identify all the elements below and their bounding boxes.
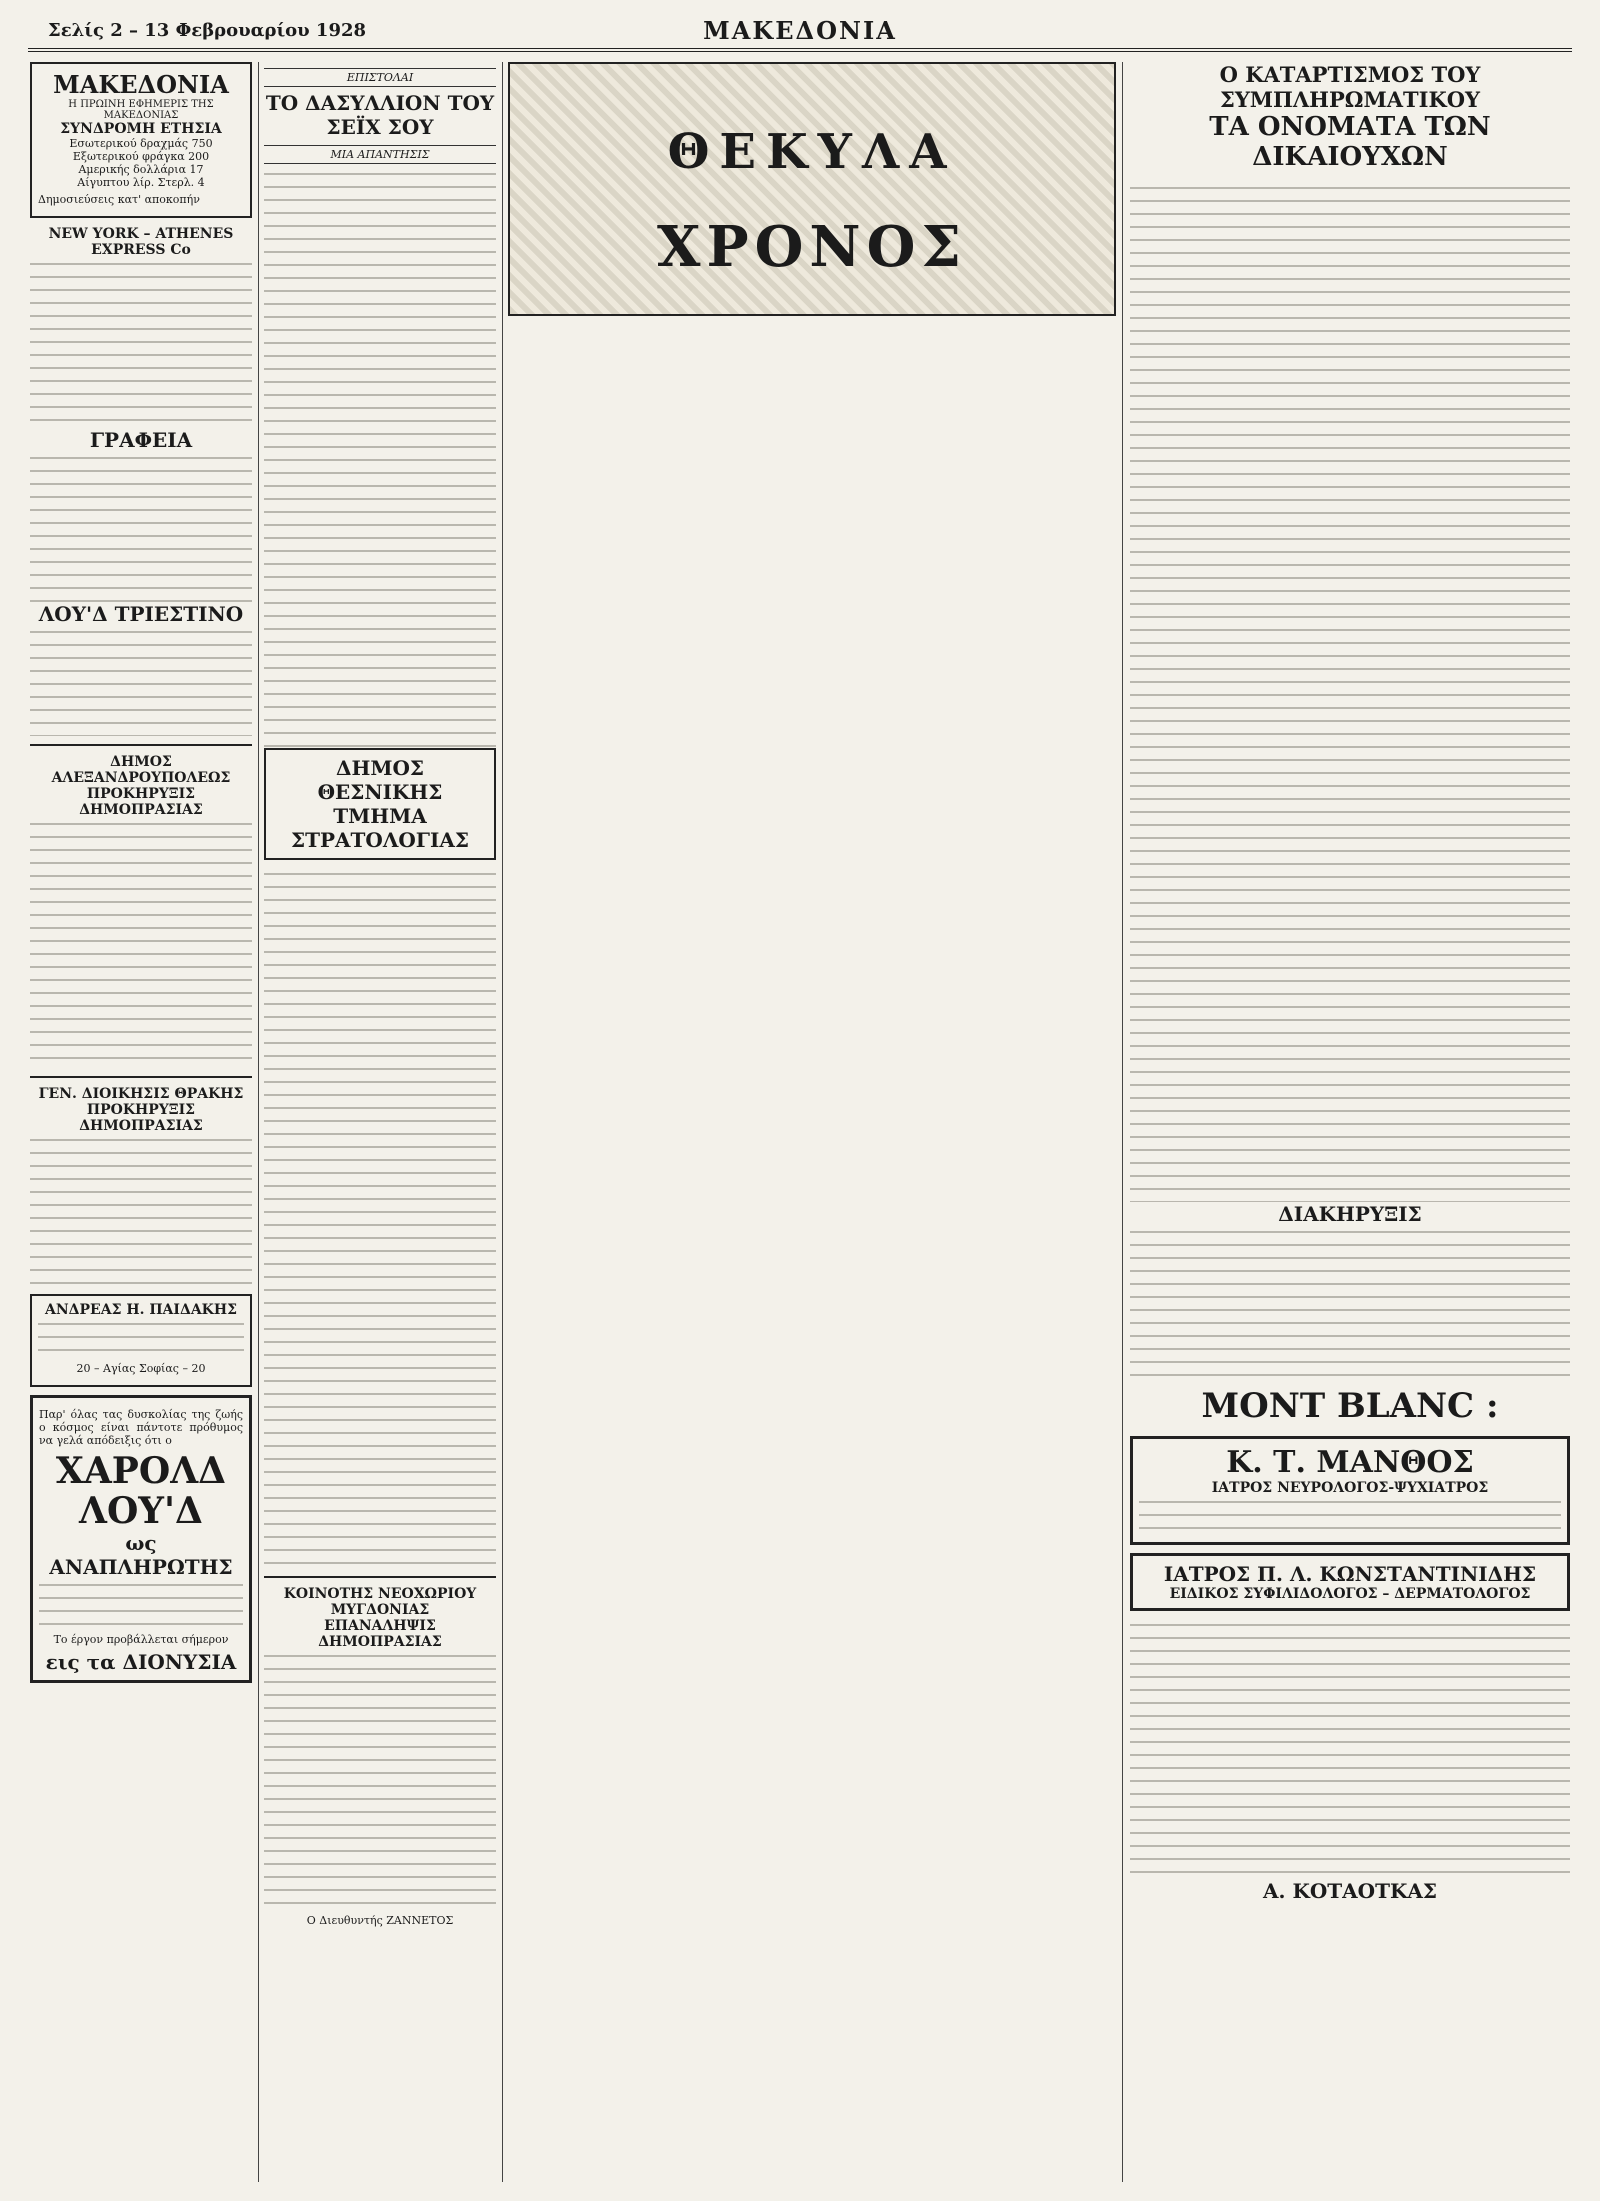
dimos-sub: ΠΡΟΚΗΡΥΞΙΣ ΔΗΜΟΠΡΑΣΙΑΣ	[79, 786, 203, 818]
notice-sub: ΕΠΑΝΑΛΗΨΙΣ ΔΗΜΟΠΡΑΣΙΑΣ	[318, 1618, 442, 1650]
banner-word: ΧΡΟΝΟΣ	[657, 214, 967, 280]
triestino-heading: ΛΟΥ'Δ ΤΡΙΕΣΤΙΝΟ	[38, 602, 244, 626]
thraki-title: ΓΕΝ. ΔΙΟΙΚΗΣΙΣ ΘΡΑΚΗΣ	[38, 1086, 244, 1102]
doctor-1-box	[1130, 1436, 1570, 1545]
text-block	[38, 1318, 244, 1358]
text-block	[30, 1134, 252, 1294]
doctor-2-box	[1130, 1553, 1570, 1611]
harold-role: ως ΑΝΑΠΛΗΡΩΤΗΣ	[49, 1531, 233, 1579]
banner-illustration	[508, 62, 1116, 316]
doctor-name: ΑΝΔΡΕΑΣ Η. ΠΑΙΔΑΚΗΣ	[45, 1302, 237, 1318]
paper-name: ΜΑΚΕΔΟΝΙΑ	[703, 16, 897, 45]
text-block	[30, 258, 252, 428]
divider	[30, 744, 252, 746]
article-title: Ο ΚΑΤΑΡΤΙΣΜΟΣ ΤΟΥ ΣΥΜΠΛΗΡΩΜΑΤΙΚΟΥ	[1219, 62, 1481, 112]
footer-ad: Α. ΚΟΤΑΟΤΚΑΣ	[1263, 1879, 1437, 1903]
banner-word: ΘΕΚΥΛΑ	[667, 124, 957, 180]
subscription-line: Εξωτερικού φράγκα 200	[72, 150, 210, 163]
thraki-sub: ΠΡΟΚΗΡΥΞΙΣ ΔΗΜΟΠΡΑΣΙΑΣ	[79, 1102, 203, 1134]
text-block	[264, 868, 496, 1568]
middle-left	[508, 324, 808, 326]
article-title: ΤΑ ΟΝΟΜΑΤΑ ΤΩΝ ΔΙΚΑΙΟΥΧΩΝ	[1209, 112, 1491, 172]
article-subtitle: ΜΙΑ ΑΠΑΝΤΗΣΙΣ	[264, 145, 496, 164]
subscription-note: Δημοσιεύσεις κατ' αποκοπήν	[38, 193, 200, 206]
column-5	[1130, 62, 1570, 1903]
text-block	[264, 168, 496, 748]
dimos-box	[264, 748, 496, 860]
notice-signature: Ο Διευθυντής ΖΑΝΝΕΤΟΣ	[306, 1914, 454, 1927]
text-block	[1139, 1496, 1561, 1536]
subscription-line: Αίγυπτου λίρ. Στερλ. 4	[77, 176, 205, 189]
text-block	[30, 626, 252, 736]
harold-lead: Παρ' όλας τας δυσκολίας της ζωής ο κόσμος είναι πάντοτε πρόθυμος να γελά απόδειξις ότι ο	[39, 1408, 243, 1447]
divider	[30, 1076, 252, 1078]
text-block	[30, 452, 252, 602]
harold-cinema: εις τα ΔΙΟΝΥΣΙΑ	[45, 1650, 237, 1674]
page-header	[28, 8, 1572, 52]
subscription-line: Εσωτερικού δραχμάς 750	[69, 137, 213, 150]
express-title: NEW YORK – ATHENES EXPRESS Co	[48, 226, 234, 258]
column-rule	[502, 62, 503, 2182]
middle-columns	[508, 62, 1116, 326]
mont-blanc-ad: MONT BLANC :	[1201, 1386, 1499, 1426]
doctor-box	[30, 1294, 252, 1387]
dimos-title: ΔΗΜΟΣ ΑΛΕΞΑΝΔΡΟΥΠΟΛΕΩΣ	[51, 754, 231, 786]
text-block	[39, 1579, 243, 1629]
masthead-box	[30, 62, 252, 218]
notice-title: ΚΟΙΝΟΤΗΣ ΝΕΟΧΩΡΙΟΥ ΜΥΓΔΟΝΙΑΣ	[283, 1586, 477, 1618]
middle-right	[968, 324, 1116, 326]
text-block	[1130, 1619, 1570, 1879]
text-block	[1130, 182, 1570, 1202]
text-block	[1130, 1226, 1570, 1376]
column-rule	[258, 62, 259, 2182]
section-kicker: ΕΠΙΣΤΟΛΑΙ	[264, 68, 496, 87]
dimos-sub: ΤΜΗΜΑ ΣΤΡΑΤΟΛΟΓΙΑΣ	[290, 804, 470, 852]
divider	[264, 1576, 496, 1578]
middle-center	[818, 324, 958, 326]
doctor-2-name: ΙΑΤΡΟΣ Π. Λ. ΚΩΝΣΤΑΝΤΙΝΙΔΗΣ	[1163, 1562, 1537, 1586]
column-rule	[1122, 62, 1123, 2182]
column-1	[30, 62, 252, 1691]
harold-show: Το έργον προβάλλεται σήμερον	[53, 1633, 229, 1646]
masthead-sub: Η ΠΡΩΙΝΗ ΕΦΗΜΕΡΙΣ ΤΗΣ ΜΑΚΕΔΟΝΙΑΣ	[68, 99, 214, 121]
text-block	[264, 1650, 496, 1910]
harold-ad	[30, 1395, 252, 1683]
doctor-1-role: ΙΑΤΡΟΣ ΝΕΥΡΟΛΟΓΟΣ-ΨΥΧΙΑΤΡΟΣ	[1211, 1480, 1489, 1496]
diakhrixis-heading: ΔΙΑΚΗΡΥΞΙΣ	[1278, 1202, 1422, 1226]
masthead-title: ΜΑΚΕΔΟΝΙΑ	[53, 70, 229, 99]
doctor-1-name: Κ. Τ. ΜΑΝΘΟΣ	[1226, 1445, 1474, 1480]
harold-name: ΧΑΡΟΛΔ ΛΟΥ'Δ	[55, 1450, 227, 1532]
doctor-2-role: ΕΙΔΙΚΟΣ ΣΥΦΙΛΙΔΟΛΟΓΟΣ – ΔΕΡΜΑΤΟΛΟΓΟΣ	[1169, 1586, 1531, 1602]
article-title: ΤΟ ΔΑΣΥΛΛΙΟΝ ΤΟΥ ΣΕΪΧ ΣΟΥ	[265, 91, 495, 139]
grafeia-heading: ΓΡΑΦΕΙΑ	[89, 428, 193, 452]
subscription-heading: ΣΥΝΔΡΟΜΗ ΕΤΗΣΙΑ	[60, 121, 222, 137]
dimos-title: ΔΗΜΟΣ ΘΕΣΝΙΚΗΣ	[317, 756, 443, 804]
doctor-address: 20 – Αγίας Σοφίας – 20	[76, 1362, 206, 1375]
column-2	[264, 62, 496, 1931]
page-date: Σελίς 2 – 13 Φεβρουαρίου 1928	[48, 20, 367, 41]
subscription-line: Αμερικής δολλάρια 17	[78, 163, 204, 176]
text-block	[30, 818, 252, 1068]
